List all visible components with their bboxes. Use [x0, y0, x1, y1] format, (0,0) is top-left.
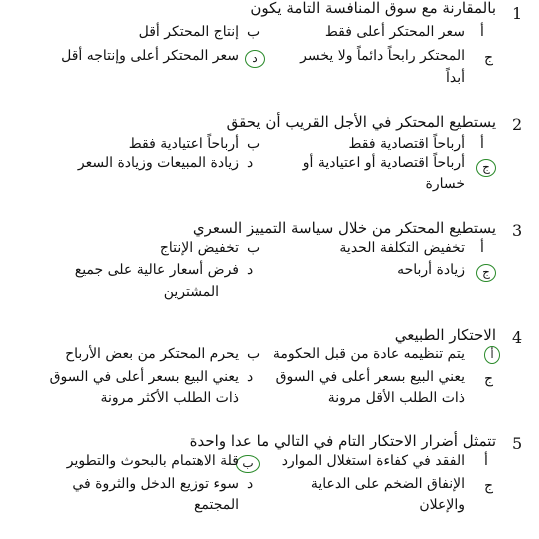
option-b-text[interactable]: تخفيض الإنتاج: [159, 240, 239, 256]
option-letter: أ: [484, 453, 488, 469]
option-letter: أ: [480, 240, 484, 256]
option-a-answer-circle[interactable]: أ: [484, 346, 500, 364]
option-a-text[interactable]: الفقد في كفاءة استغلال الموارد: [281, 453, 465, 469]
option-letter: أ: [480, 136, 484, 152]
option-c-text-line2: والإعلان: [419, 497, 465, 513]
option-letter: ج: [484, 478, 494, 494]
option-b-text[interactable]: إنتاج المحتكر أقل: [138, 24, 239, 40]
option-c-text-line2: ذات الطلب الأقل مرونة: [327, 390, 465, 406]
option-a-text[interactable]: سعر المحتكر أعلى فقط: [324, 24, 465, 40]
option-letter: ب: [247, 240, 261, 256]
question-text: يستطيع المحتكر من خلال سياسة التمييز السعري: [192, 219, 496, 237]
question-number: 2: [512, 115, 523, 134]
question-text: بالمقارنة مع سوق المنافسة التامة يكون: [250, 0, 496, 17]
question-number: 3: [512, 221, 523, 240]
option-b-text[interactable]: قلة الاهتمام بالبحوث والتطوير: [66, 453, 239, 469]
question-text: الاحتكار الطبيعي: [394, 326, 496, 344]
option-d-text[interactable]: سوء توزيع الدخل والثروة في: [72, 476, 239, 492]
option-c-text[interactable]: المحتكر رابحاً دائماً ولا يخسر: [300, 48, 465, 64]
option-letter: ب: [247, 136, 261, 152]
option-c-answer-circle[interactable]: ج: [476, 159, 496, 177]
question-number: 1: [512, 4, 523, 23]
option-a-text[interactable]: تخفيض التكلفة الحدية: [339, 240, 465, 256]
option-d-answer-circle[interactable]: د: [245, 50, 265, 68]
option-d-text[interactable]: سعر المحتكر أعلى وإنتاجه أقل: [61, 48, 239, 64]
option-c-text[interactable]: زيادة أرباحه: [397, 262, 465, 278]
option-letter: د: [247, 262, 254, 278]
option-letter: ب: [247, 346, 261, 362]
option-d-text[interactable]: فرض أسعار عالية على جميع: [74, 262, 239, 278]
option-d-text-line2: المشترين: [163, 284, 219, 300]
option-d-text[interactable]: يعني البيع بسعر أعلى في السوق: [49, 369, 239, 385]
option-b-text[interactable]: أرباحاً اعتيادية فقط: [128, 136, 239, 152]
option-letter: د: [247, 369, 254, 385]
option-letter: أ: [480, 24, 484, 40]
option-c-text[interactable]: الإنفاق الضخم على الدعاية: [310, 476, 465, 492]
option-a-text[interactable]: أرباحاً اقتصادية فقط: [348, 136, 465, 152]
option-c-text[interactable]: أرباحاً اقتصادية أو اعتيادية أو: [302, 155, 465, 171]
option-c-text-line2: خسارة: [425, 176, 465, 192]
option-c-answer-circle[interactable]: ج: [476, 264, 496, 282]
option-letter: ج: [484, 371, 494, 387]
question-number: 5: [512, 434, 523, 453]
option-c-text[interactable]: يعني البيع بسعر أعلى في السوق: [275, 369, 465, 385]
option-letter: د: [247, 155, 254, 171]
question-text: يستطيع المحتكر في الأجل القريب أن يحقق: [226, 113, 496, 131]
option-d-text-line2: المجتمع: [193, 497, 239, 513]
option-b-answer-circle[interactable]: ب: [236, 455, 260, 473]
option-d-text[interactable]: زيادة المبيعات وزيادة السعر: [77, 155, 239, 171]
question-text: تتمثل أضرار الاحتكار التام في التالي ما عدا واحدة: [189, 432, 496, 450]
question-number: 4: [512, 328, 523, 347]
option-letter: د: [247, 476, 254, 492]
option-letter: ب: [247, 24, 261, 40]
option-d-text-line2: ذات الطلب الأكثر مرونة: [100, 390, 239, 406]
option-a-text[interactable]: يتم تنظيمه عادة من قبل الحكومة: [272, 346, 465, 362]
option-b-text[interactable]: يحرم المحتكر من بعض الأرباح: [65, 346, 239, 362]
option-letter: ج: [484, 50, 494, 66]
option-c-text-line2: أبداً: [445, 70, 465, 86]
